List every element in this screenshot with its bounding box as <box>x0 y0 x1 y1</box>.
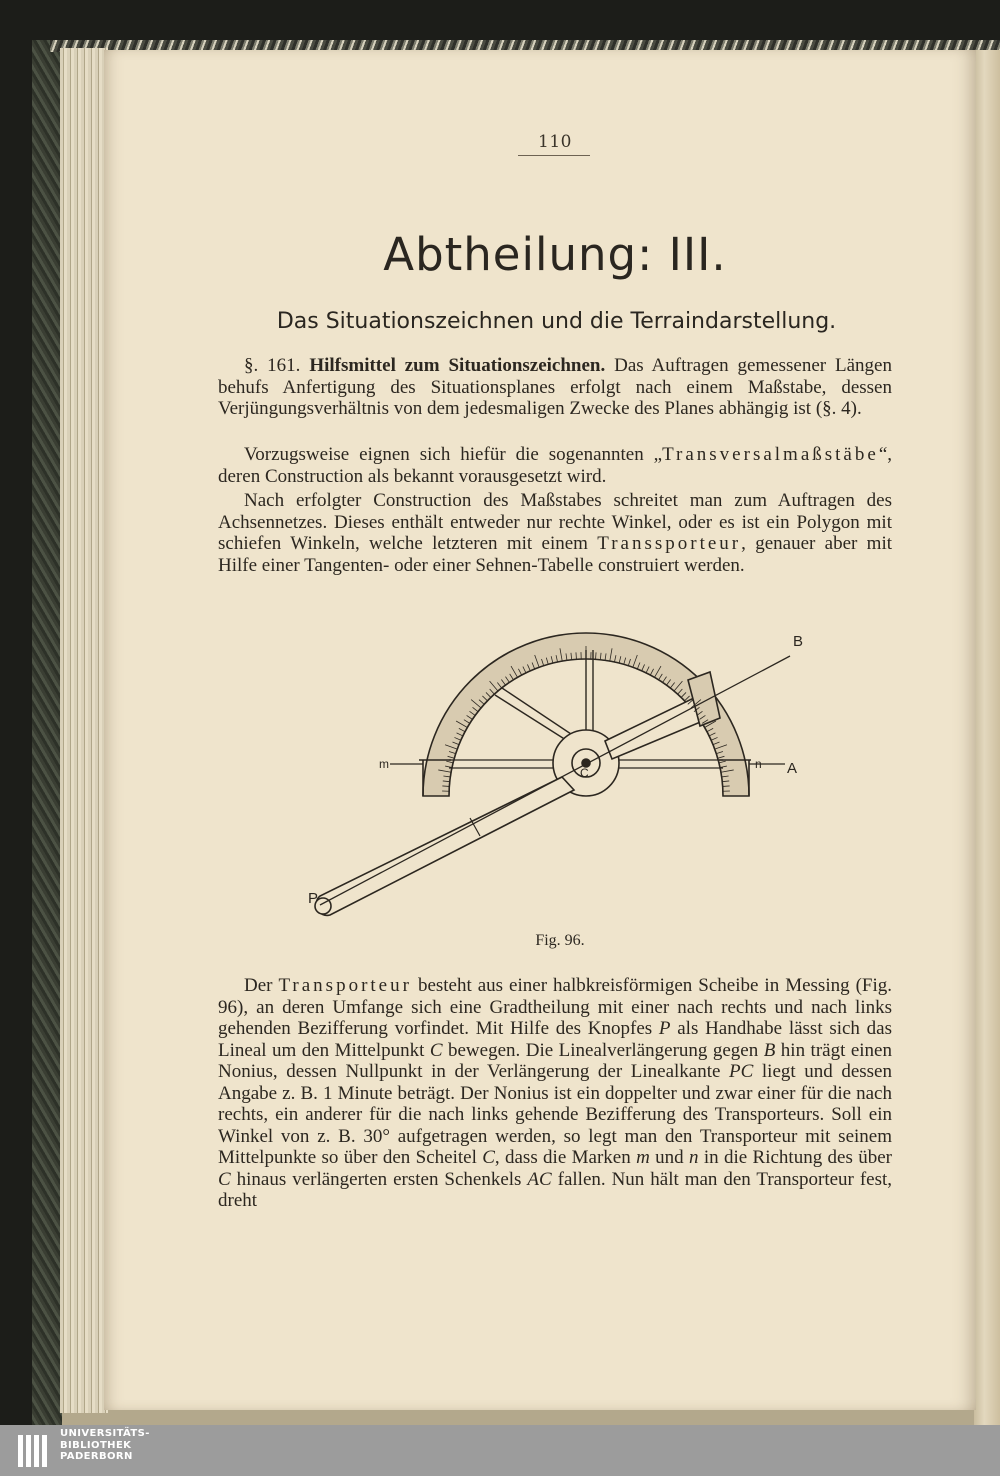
p4-spaced-term: Transporteur <box>278 975 412 996</box>
p4-t3: bewegen. Die Linealverlängerung gegen <box>442 1039 764 1061</box>
p4-t5: liegt und dessen Angabe z. B. 1 Minute beträgt. Der Nonius ist ein doppelter und zwar einer für die nach rechts, ein anderer für die nach links gehende Bezifferung des Transporteurs. Soll ein Winkel von z. B. 30° aufgetragen werden, so legt man den Transporteur mit seinem Mittelpunkte so über den Scheitel <box>218 1061 892 1168</box>
figure-label-c: C <box>580 766 589 780</box>
library-logo-icon <box>14 1431 50 1471</box>
figure-caption: Fig. 96. <box>535 932 585 949</box>
book-spine-left <box>32 40 62 1425</box>
p4-var-c3: C <box>218 1168 231 1190</box>
paragraph-achsennetz <box>218 490 892 576</box>
p4-pre: Der <box>244 975 279 996</box>
p3-pre: Nach erfolgter Construction des Maßstabes schreitet man zum Auftragen des Achsennetzes. Dieses enthält entweder nur rechte Winkel, oder es ist ein Polygon mit schiefen Winkeln, welche letzteren mit einem <box>218 490 892 554</box>
library-name <box>60 1428 150 1463</box>
paragraph-transversal <box>218 444 892 487</box>
p4-var-p: P <box>658 1018 671 1039</box>
facing-page-edge <box>974 50 1000 1425</box>
p4-t10: fallen. Nun hält man den Transporteur fest, dreht <box>218 1168 892 1211</box>
p4-var-n: n <box>689 1147 699 1168</box>
p4-t6: , dass die Marken <box>494 1147 637 1168</box>
p4-t1: besteht aus einer halbkreisförmigen Scheibe in Messing (Fig. 96), an deren Umfange sich eine Gradtheilung mit einer nach rechts und nach links gehenden Bezifferung vorfindet. Mit Hilfe des Knopfes <box>218 975 893 1039</box>
p4-t2: als Handhabe lässt sich das Lineal um den Mittelpunkt <box>218 1018 892 1061</box>
p4-t4: hin trägt einen Nonius, dessen Nullpunkt in der Verlängerung der Linealkante <box>218 1039 892 1082</box>
paragraph-transporteur <box>218 975 892 1212</box>
p4-var-pc: PC <box>729 1061 754 1082</box>
section-title: Hilfsmittel zum Situationszeichnen. <box>309 355 606 376</box>
library-name-line: UNIVERSITÄTS- <box>60 1428 150 1439</box>
p4-var-ac: AC <box>527 1168 552 1190</box>
p4-t9: hinaus verlängerten ersten Schenkels <box>230 1168 528 1190</box>
p2-pre: Vorzugsweise eignen sich hiefür die sogenannten „ <box>244 444 663 465</box>
page-number-rule <box>518 155 590 156</box>
p4-var-b: B <box>763 1039 776 1061</box>
p4-t8: in die Richtung des über <box>698 1147 892 1168</box>
p4-var-c2: C <box>482 1147 495 1168</box>
p2-post: “, deren Construction als bekannt vorausgesetzt wird. <box>218 444 892 487</box>
ruler-arm <box>316 777 574 915</box>
library-footer <box>0 1425 1000 1476</box>
figure-label-p: P <box>308 890 319 907</box>
chapter-heading: Abtheilung: III. <box>383 228 727 281</box>
p2-spaced-term: Transversalmaßstäbe <box>662 444 879 465</box>
figure-label-a: A <box>787 760 798 777</box>
library-name-line: BIBLIOTHEK <box>60 1439 132 1451</box>
section-text: Das Auftragen gemessener Längen behufs Anfertigung des Situationsplanes erfolgt nach einem Maßstabe, dessen Verjüngungsverhältnis von dem jedesmaligen Zwecke des Planes abhängig ist (§. 4). <box>218 355 892 419</box>
protractor-figure <box>290 600 830 945</box>
page-number: 110 <box>538 132 572 152</box>
library-name-line: PADERBORN <box>60 1451 133 1462</box>
p4-var-c: C <box>429 1039 443 1061</box>
figure-label-m: m <box>379 757 389 771</box>
p4-t7: und <box>649 1147 689 1168</box>
p4-var-m: m <box>636 1147 650 1168</box>
figure-label-b: B <box>793 633 804 650</box>
page-stack <box>60 48 108 1413</box>
section-number: §. 161. <box>244 355 301 376</box>
paragraph-section-161 <box>218 355 892 420</box>
chapter-subheading: Das Situationszeichnen und die Terraindarstellung. <box>276 309 837 334</box>
p3-spaced-term: Transsporteur <box>597 533 742 554</box>
figure-label-n: n <box>755 757 762 771</box>
p3-post: , genauer aber mit Hilfe einer Tangenten- oder einer Sehnen-Tabelle construiert werden. <box>218 533 893 576</box>
